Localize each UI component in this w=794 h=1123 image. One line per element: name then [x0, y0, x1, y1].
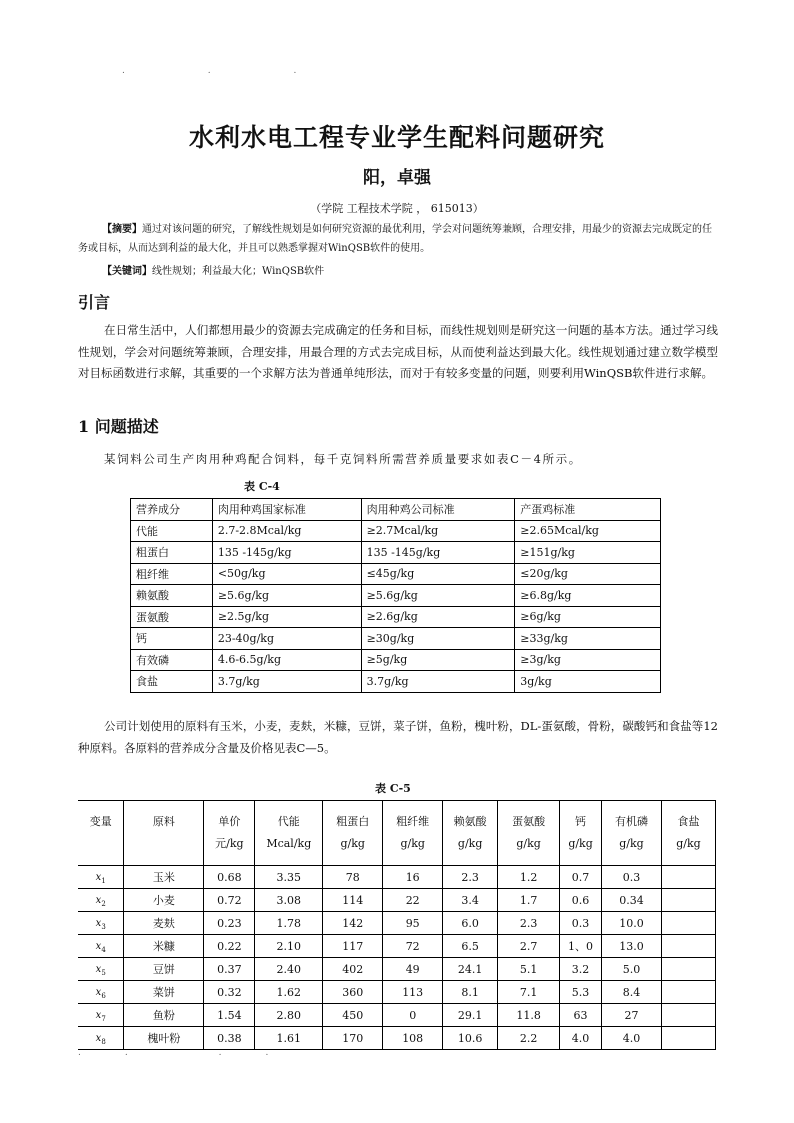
table-c5	[78, 800, 716, 1050]
table-c4-cell: <50g/kg	[212, 563, 361, 585]
table-c5-header-cell	[124, 801, 204, 866]
table-c5-cell: 16	[383, 866, 443, 889]
table-c4-cell: 2.7-2.8Mcal/kg	[212, 520, 361, 542]
table-c5-cell: 小麦	[124, 889, 204, 912]
table-c5-header-row	[78, 801, 716, 866]
table-c5-cell: 0.32	[204, 981, 255, 1004]
table-c5-cell: 豆饼	[124, 958, 204, 981]
table-c4-cell: ≥3g/kg	[515, 649, 661, 671]
table-c5-cell: 3.4	[443, 889, 498, 912]
table-c5-header-title: 变量	[89, 815, 112, 828]
table-c4-cell: 3.7g/kg	[361, 671, 515, 693]
table-c5-cell: 2.2	[498, 1027, 560, 1050]
table-c4-cell: 食盐	[131, 671, 213, 693]
table-c5-header-unit	[124, 833, 203, 855]
table-c5-cell	[661, 1027, 715, 1050]
table-c5-header-cell	[383, 801, 443, 866]
table-c5-variable-cell	[78, 889, 124, 912]
table-c5-cell: 0.38	[204, 1027, 255, 1050]
table-c4	[130, 498, 661, 693]
table-c5-cell: 1.78	[255, 912, 323, 935]
variable-symbol: x	[95, 986, 102, 998]
table-c4-cell: ≤45g/kg	[361, 563, 515, 585]
table-c5-cell: 0.34	[602, 889, 662, 912]
table-c5-cell: 2.40	[255, 958, 323, 981]
table-c5-cell: 1、0	[560, 935, 602, 958]
table-c5-cell	[661, 981, 715, 1004]
table-c5-row	[78, 866, 716, 889]
table-c5-header-cell	[204, 801, 255, 866]
table-c5-cell	[661, 958, 715, 981]
table-c5-header-title: 蛋氨酸	[512, 815, 546, 828]
table-c5-cell	[661, 866, 715, 889]
table-c5-header-unit: g/kg	[457, 837, 483, 850]
table-c5-cell: 29.1	[443, 1004, 498, 1027]
table-c5-header-cell	[255, 801, 323, 866]
table-c5-cell: 4.0	[560, 1027, 602, 1050]
header-dots: . . .	[122, 66, 337, 76]
table-c4-cell: ≥5.6g/kg	[361, 585, 515, 607]
table-c4-cell: 3.7g/kg	[212, 671, 361, 693]
table-c5-row	[78, 935, 716, 958]
keywords-text: 线性规划；利益最大化；WinQSB软件	[152, 266, 325, 277]
materials-paragraph: 公司计划使用的原料有玉米，小麦，麦麸，米糠，豆饼，菜子饼，鱼粉，槐叶粉，DL-蛋氨酸，骨粉，碳酸钙和食盐等12种原料。各原料的营养成分含量及价格见表C—5。	[78, 719, 718, 755]
table-c5-cell: 8.1	[443, 981, 498, 1004]
table-c5-cell: 402	[323, 958, 383, 981]
keywords-block	[102, 262, 324, 277]
table-c5-row	[78, 912, 716, 935]
table-c4-header-cell: 肉用种鸡公司标准	[361, 499, 515, 521]
table-c5-cell: 3.2	[560, 958, 602, 981]
table-c4-cell: 粗蛋白	[131, 542, 213, 564]
table-c5-cell: 0	[383, 1004, 443, 1027]
table-c4-cell: ≥6.8g/kg	[515, 585, 661, 607]
table-c5-cell: 1.62	[255, 981, 323, 1004]
table-c5-cell: 78	[323, 866, 383, 889]
table-c4-row	[131, 628, 661, 650]
variable-symbol: x	[95, 1032, 102, 1044]
table-c5-cell: 1.54	[204, 1004, 255, 1027]
table-c5-cell: 玉米	[124, 866, 204, 889]
table-c5-cell: 0.7	[560, 866, 602, 889]
table-c5-header-unit: Mcal/kg	[266, 837, 312, 850]
variable-subscript: 7	[101, 1014, 106, 1023]
variable-symbol: x	[95, 871, 102, 883]
table-c4-cell: ≥5.6g/kg	[212, 585, 361, 607]
table-c5-cell: 0.3	[602, 866, 662, 889]
table-c4-header-row	[131, 499, 661, 521]
table-c5-header-unit: g/kg	[676, 837, 701, 850]
table-c5-cell: 3.35	[255, 866, 323, 889]
table-c5-variable-cell	[78, 912, 124, 935]
table-c5-cell	[661, 1004, 715, 1027]
table-c5-cell: 0.6	[560, 889, 602, 912]
table-c5-cell: 麦麸	[124, 912, 204, 935]
table-c5-header-title: 粗纤维	[396, 815, 430, 828]
table-c4-row	[131, 542, 661, 564]
table-c5-header-unit: g/kg	[400, 837, 425, 850]
table-c5-variable-cell	[78, 1004, 124, 1027]
table-c5-variable-cell	[78, 981, 124, 1004]
table-c5-header-title: 单价	[218, 815, 241, 828]
table-c4-cell: ≥5g/kg	[361, 649, 515, 671]
table-c4-row	[131, 585, 661, 607]
variable-subscript: 1	[101, 876, 106, 885]
table-c5-cell: 2.10	[255, 935, 323, 958]
variable-symbol: x	[95, 940, 102, 952]
table-c4-cell: 3g/kg	[515, 671, 661, 693]
table-c5-header-title: 原料	[152, 815, 175, 828]
variable-symbol: x	[95, 917, 102, 929]
table-c5-cell: 360	[323, 981, 383, 1004]
table-c5-cell: 117	[323, 935, 383, 958]
table-c5-cell: 5.3	[560, 981, 602, 1004]
variable-subscript: 3	[101, 922, 106, 931]
table-c5-cell: 0.22	[204, 935, 255, 958]
table-c5-cell	[661, 935, 715, 958]
table-c4-row	[131, 563, 661, 585]
table-c5-header-unit: g/kg	[619, 837, 644, 850]
table-c4-cell: ≥2.6g/kg	[361, 606, 515, 628]
table-c5-variable-cell	[78, 1027, 124, 1050]
table-c5-cell: 槐叶粉	[124, 1027, 204, 1050]
table-c5-row	[78, 958, 716, 981]
table-c5-cell: 1.7	[498, 889, 560, 912]
abstract-block	[78, 220, 718, 258]
table-c5-cell: 170	[323, 1027, 383, 1050]
table-c5-cell: 2.3	[443, 866, 498, 889]
variable-symbol: x	[95, 894, 102, 906]
table-c4-caption: 表 C-4	[244, 480, 280, 493]
variable-subscript: 5	[101, 968, 106, 977]
table-c4-cell: ≥2.5g/kg	[212, 606, 361, 628]
table-c5-header-unit	[78, 833, 123, 855]
table-c5-cell: 菜饼	[124, 981, 204, 1004]
table-c5-cell: 2.80	[255, 1004, 323, 1027]
table-c4-cell: ≥6g/kg	[515, 606, 661, 628]
table-c5-variable-cell	[78, 935, 124, 958]
variable-symbol: x	[95, 963, 102, 975]
table-c4-cell: 有效磷	[131, 649, 213, 671]
table-c5-cell: 5.1	[498, 958, 560, 981]
abstract-text: 通过对该问题的研究，了解线性规划是如何研究资源的最优利用，学会对问题统筹兼顾，合理安排，用最少的资源去完成既定的任务或目标，从而达到利益的最大化，并且可以熟悉掌握对WinQSB软件的使用。	[78, 224, 712, 254]
abstract-label: 【摘要】	[102, 224, 142, 235]
variable-subscript: 4	[101, 945, 106, 954]
table-c5-cell	[661, 912, 715, 935]
table-c5-variable-cell	[78, 866, 124, 889]
table-c4-cell: 钙	[131, 628, 213, 650]
table-c5-cell: 1.61	[255, 1027, 323, 1050]
table-c5-variable-cell	[78, 958, 124, 981]
table-c5-cell: 49	[383, 958, 443, 981]
affiliation-line: （学院 工程技术学院 ， 615013）	[310, 202, 484, 215]
table-c5-cell: 0.72	[204, 889, 255, 912]
table-c5-row	[78, 1004, 716, 1027]
author-line: 阳，卓强	[363, 168, 431, 188]
table-c5-cell: 0.23	[204, 912, 255, 935]
table-c4-cell: 135 -145g/kg	[361, 542, 515, 564]
table-c5-cell: 4.0	[602, 1027, 662, 1050]
table-c5-header-cell	[78, 801, 124, 866]
table-c4-cell: 135 -145g/kg	[212, 542, 361, 564]
table-c5-header-cell	[323, 801, 383, 866]
table-c5-cell: 鱼粉	[124, 1004, 204, 1027]
table-c5-caption: 表 C-5	[375, 782, 411, 795]
table-c5-cell: 114	[323, 889, 383, 912]
table-c5-cell: 8.4	[602, 981, 662, 1004]
table-c4-cell: ≥2.7Mcal/kg	[361, 520, 515, 542]
table-c5-row	[78, 889, 716, 912]
table-c5-header-unit: g/kg	[340, 837, 365, 850]
table-c4-header-cell: 营养成分	[131, 499, 213, 521]
table-c5-cell: 22	[383, 889, 443, 912]
table-c5-row	[78, 981, 716, 1004]
table-c5-cell: 0.37	[204, 958, 255, 981]
table-c4-cell: ≤20g/kg	[515, 563, 661, 585]
table-c4-cell: 4.6-6.5g/kg	[212, 649, 361, 671]
table-c4-header-cell: 产蛋鸡标准	[515, 499, 661, 521]
table-c5-cell: 6.0	[443, 912, 498, 935]
table-c5-header-title: 有机磷	[615, 815, 648, 828]
table-c5-cell: 450	[323, 1004, 383, 1027]
table-c5-cell: 27	[602, 1004, 662, 1027]
table-c5-cell: 72	[383, 935, 443, 958]
table-c4-cell: ≥151g/kg	[515, 542, 661, 564]
table-c5-cell: 米糠	[124, 935, 204, 958]
table-c5-cell: 113	[383, 981, 443, 1004]
table-c4-row	[131, 606, 661, 628]
table-c5-header-unit: g/kg	[516, 837, 541, 850]
table-c5-header-title: 食盐	[677, 815, 700, 828]
table-c4-row	[131, 671, 661, 693]
table-c5-cell: 63	[560, 1004, 602, 1027]
table-c4-cell: ≥30g/kg	[361, 628, 515, 650]
table-c5-cell: 5.0	[602, 958, 662, 981]
variable-subscript: 2	[101, 899, 106, 908]
table-c5-header-cell	[661, 801, 715, 866]
table-c5-cell: 10.6	[443, 1027, 498, 1050]
section1-paragraph: 某饲料公司生产肉用种鸡配合饲料，每千克饲料所需营养质量要求如表C－4所示。	[104, 452, 582, 466]
table-c4-cell: 蛋氨酸	[131, 606, 213, 628]
variable-subscript: 8	[101, 1037, 106, 1046]
table-c4-cell: 23-40g/kg	[212, 628, 361, 650]
table-c5-cell: 0.68	[204, 866, 255, 889]
table-c5-header-cell	[602, 801, 662, 866]
variable-symbol: x	[95, 1009, 102, 1021]
table-c5-cell: 2.3	[498, 912, 560, 935]
table-c5-header-unit: g/kg	[568, 837, 593, 850]
table-c5-header-title: 粗蛋白	[336, 815, 370, 828]
table-c5-header-title: 钙	[575, 815, 587, 828]
table-c5-header-title: 赖氨酸	[453, 815, 487, 828]
table-c5-header-title: 代能	[277, 815, 300, 828]
table-c5-cell: 108	[383, 1027, 443, 1050]
table-c5-header-cell	[560, 801, 602, 866]
table-c4-row	[131, 520, 661, 542]
table-c4-row	[131, 649, 661, 671]
table-c5-cell: 95	[383, 912, 443, 935]
table-c5-header-cell	[443, 801, 498, 866]
table-c5-cell: 10.0	[602, 912, 662, 935]
table-c5-cell: 3.08	[255, 889, 323, 912]
table-c5-header-unit: 元/kg	[215, 837, 244, 850]
table-c4-cell: 代能	[131, 520, 213, 542]
document-title: 水利水电工程专业学生配料问题研究	[188, 123, 605, 152]
table-c5-cell: 0.3	[560, 912, 602, 935]
table-c5-cell: 142	[323, 912, 383, 935]
table-c5-cell: 1.2	[498, 866, 560, 889]
table-c5-cell: 7.1	[498, 981, 560, 1004]
table-c5-cell: 24.1	[443, 958, 498, 981]
table-c5-cell: 11.8	[498, 1004, 560, 1027]
table-c5-cell: 6.5	[443, 935, 498, 958]
table-c4-cell: 赖氨酸	[131, 585, 213, 607]
intro-heading: 引言	[78, 293, 111, 312]
intro-paragraph: 在日常生活中，人们都想用最少的资源去完成确定的任务和目标，而线性规划则是研究这一问题的基本方法。通过学习线性规划，学会对问题统筹兼顾，合理安排，用最合理的方式去完成目标，从而使利益达到最大化。线性规划通过建立数学模型对目标函数进行求解，其重要的一个求解方法为普通单纯形法，而对于有较多变量的问题，则要利用WinQSB软件进行求解。	[78, 323, 718, 380]
table-c4-cell: ≥2.65Mcal/kg	[515, 520, 661, 542]
table-c5-row	[78, 1027, 716, 1050]
variable-subscript: 6	[101, 991, 106, 1000]
table-c5-header-cell	[498, 801, 560, 866]
keywords-label: 【关键词】	[102, 266, 152, 277]
footer-dots: .. ..	[78, 1048, 313, 1058]
table-c5-cell: 2.7	[498, 935, 560, 958]
table-c4-cell: 粗纤维	[131, 563, 213, 585]
table-c4-cell: ≥33g/kg	[515, 628, 661, 650]
table-c4-header-cell: 肉用种鸡国家标准	[212, 499, 361, 521]
table-c5-cell	[661, 889, 715, 912]
section1-heading: 1 问题描述	[78, 417, 159, 436]
table-c5-cell: 13.0	[602, 935, 662, 958]
